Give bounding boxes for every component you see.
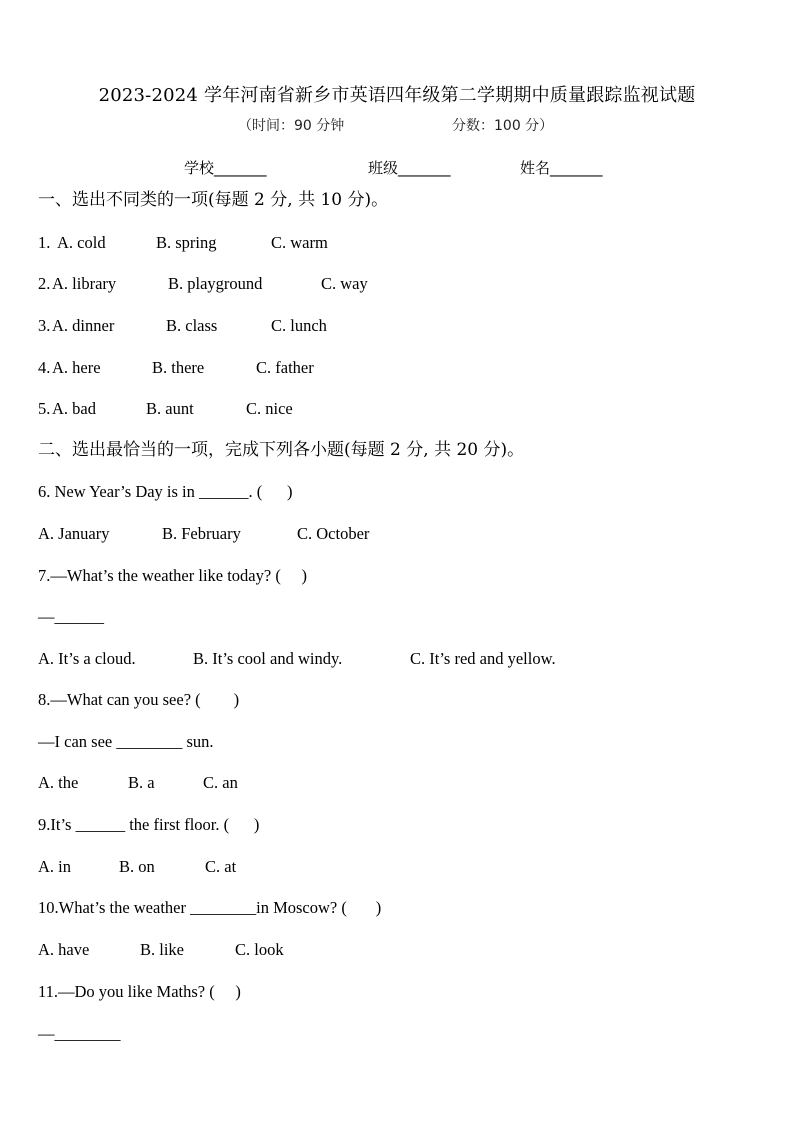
question-number: 5. [38,399,51,418]
question-8-stem: 8.—What can you see? ( ) [38,690,240,709]
question-7-option-b: B. It’s cool and windy. [193,649,343,668]
question-9-option-b: B. on [119,857,155,876]
question-11-answer-line: —________ [38,1024,121,1043]
option-a: A. here [52,358,101,377]
question-6-option-a: A. January [38,524,110,543]
question-10-option-c: C. look [235,940,284,959]
section-2-heading: 二、选出最恰当的一项，完成下列各小题(每题 2 分, 共 20 分)。 [38,440,525,460]
option-c: C. way [321,274,368,293]
school-field: 学校_______ [184,159,267,177]
exam-score: 分数：100 分） [452,118,554,134]
option-b: B. class [166,316,218,335]
question-11-stem: 11.—Do you like Maths? ( ) [38,982,241,1001]
question-number: 3. [38,316,51,335]
question-9-option-a: A. in [38,857,71,876]
option-a: A. cold [57,233,106,252]
question-6-option-b: B. February [162,524,241,543]
option-b: B. playground [168,274,263,293]
option-a: A. bad [52,399,96,418]
question-7-stem: 7.—What’s the weather like today? ( ) [38,566,307,585]
question-7-option-c: C. It’s red and yellow. [410,649,556,668]
section-1-heading: 一、选出不同类的一项(每题 2 分, 共 10 分)。 [38,190,389,210]
question-9-option-c: C. at [205,857,237,876]
question-7-answer-line: —______ [38,607,104,626]
question-6-option-c: C. October [297,524,370,543]
question-10-stem: 10.What’s the weather ________in Moscow? ( ) [38,898,382,917]
option-c: C. warm [271,233,328,252]
question-8-option-b: B. a [128,773,155,792]
page-title: 2023-2024 学年河南省新乡市英语四年级第二学期期中质量跟踪监视试题 [98,85,696,106]
option-c: C. father [256,358,314,377]
question-8-option-c: C. an [203,773,238,792]
question-10-option-b: B. like [140,940,184,959]
option-b: B. spring [156,233,217,252]
option-c: C. nice [246,399,293,418]
option-a: A. library [52,274,117,293]
option-a: A. dinner [52,316,115,335]
question-number: 4. [38,358,51,377]
question-10-option-a: A. have [38,940,90,959]
option-b: B. aunt [146,399,194,418]
option-b: B. there [152,358,205,377]
question-8-option-a: A. the [38,773,79,792]
question-7-option-a: A. It’s a cloud. [38,649,136,668]
question-number: 2. [38,274,51,293]
question-9-stem: 9.It’s ______ the first floor. ( ) [38,815,260,834]
question-number: 1. [38,233,55,252]
option-c: C. lunch [271,316,327,335]
question-6-stem: 6. New Year’s Day is in ______. ( ) [38,482,293,501]
name-field: 姓名_______ [520,159,603,177]
question-8-answer-line: —I can see ________ sun. [38,732,214,751]
class-field: 班级_______ [368,159,451,177]
exam-time: （时间：90 分钟 [238,118,345,134]
